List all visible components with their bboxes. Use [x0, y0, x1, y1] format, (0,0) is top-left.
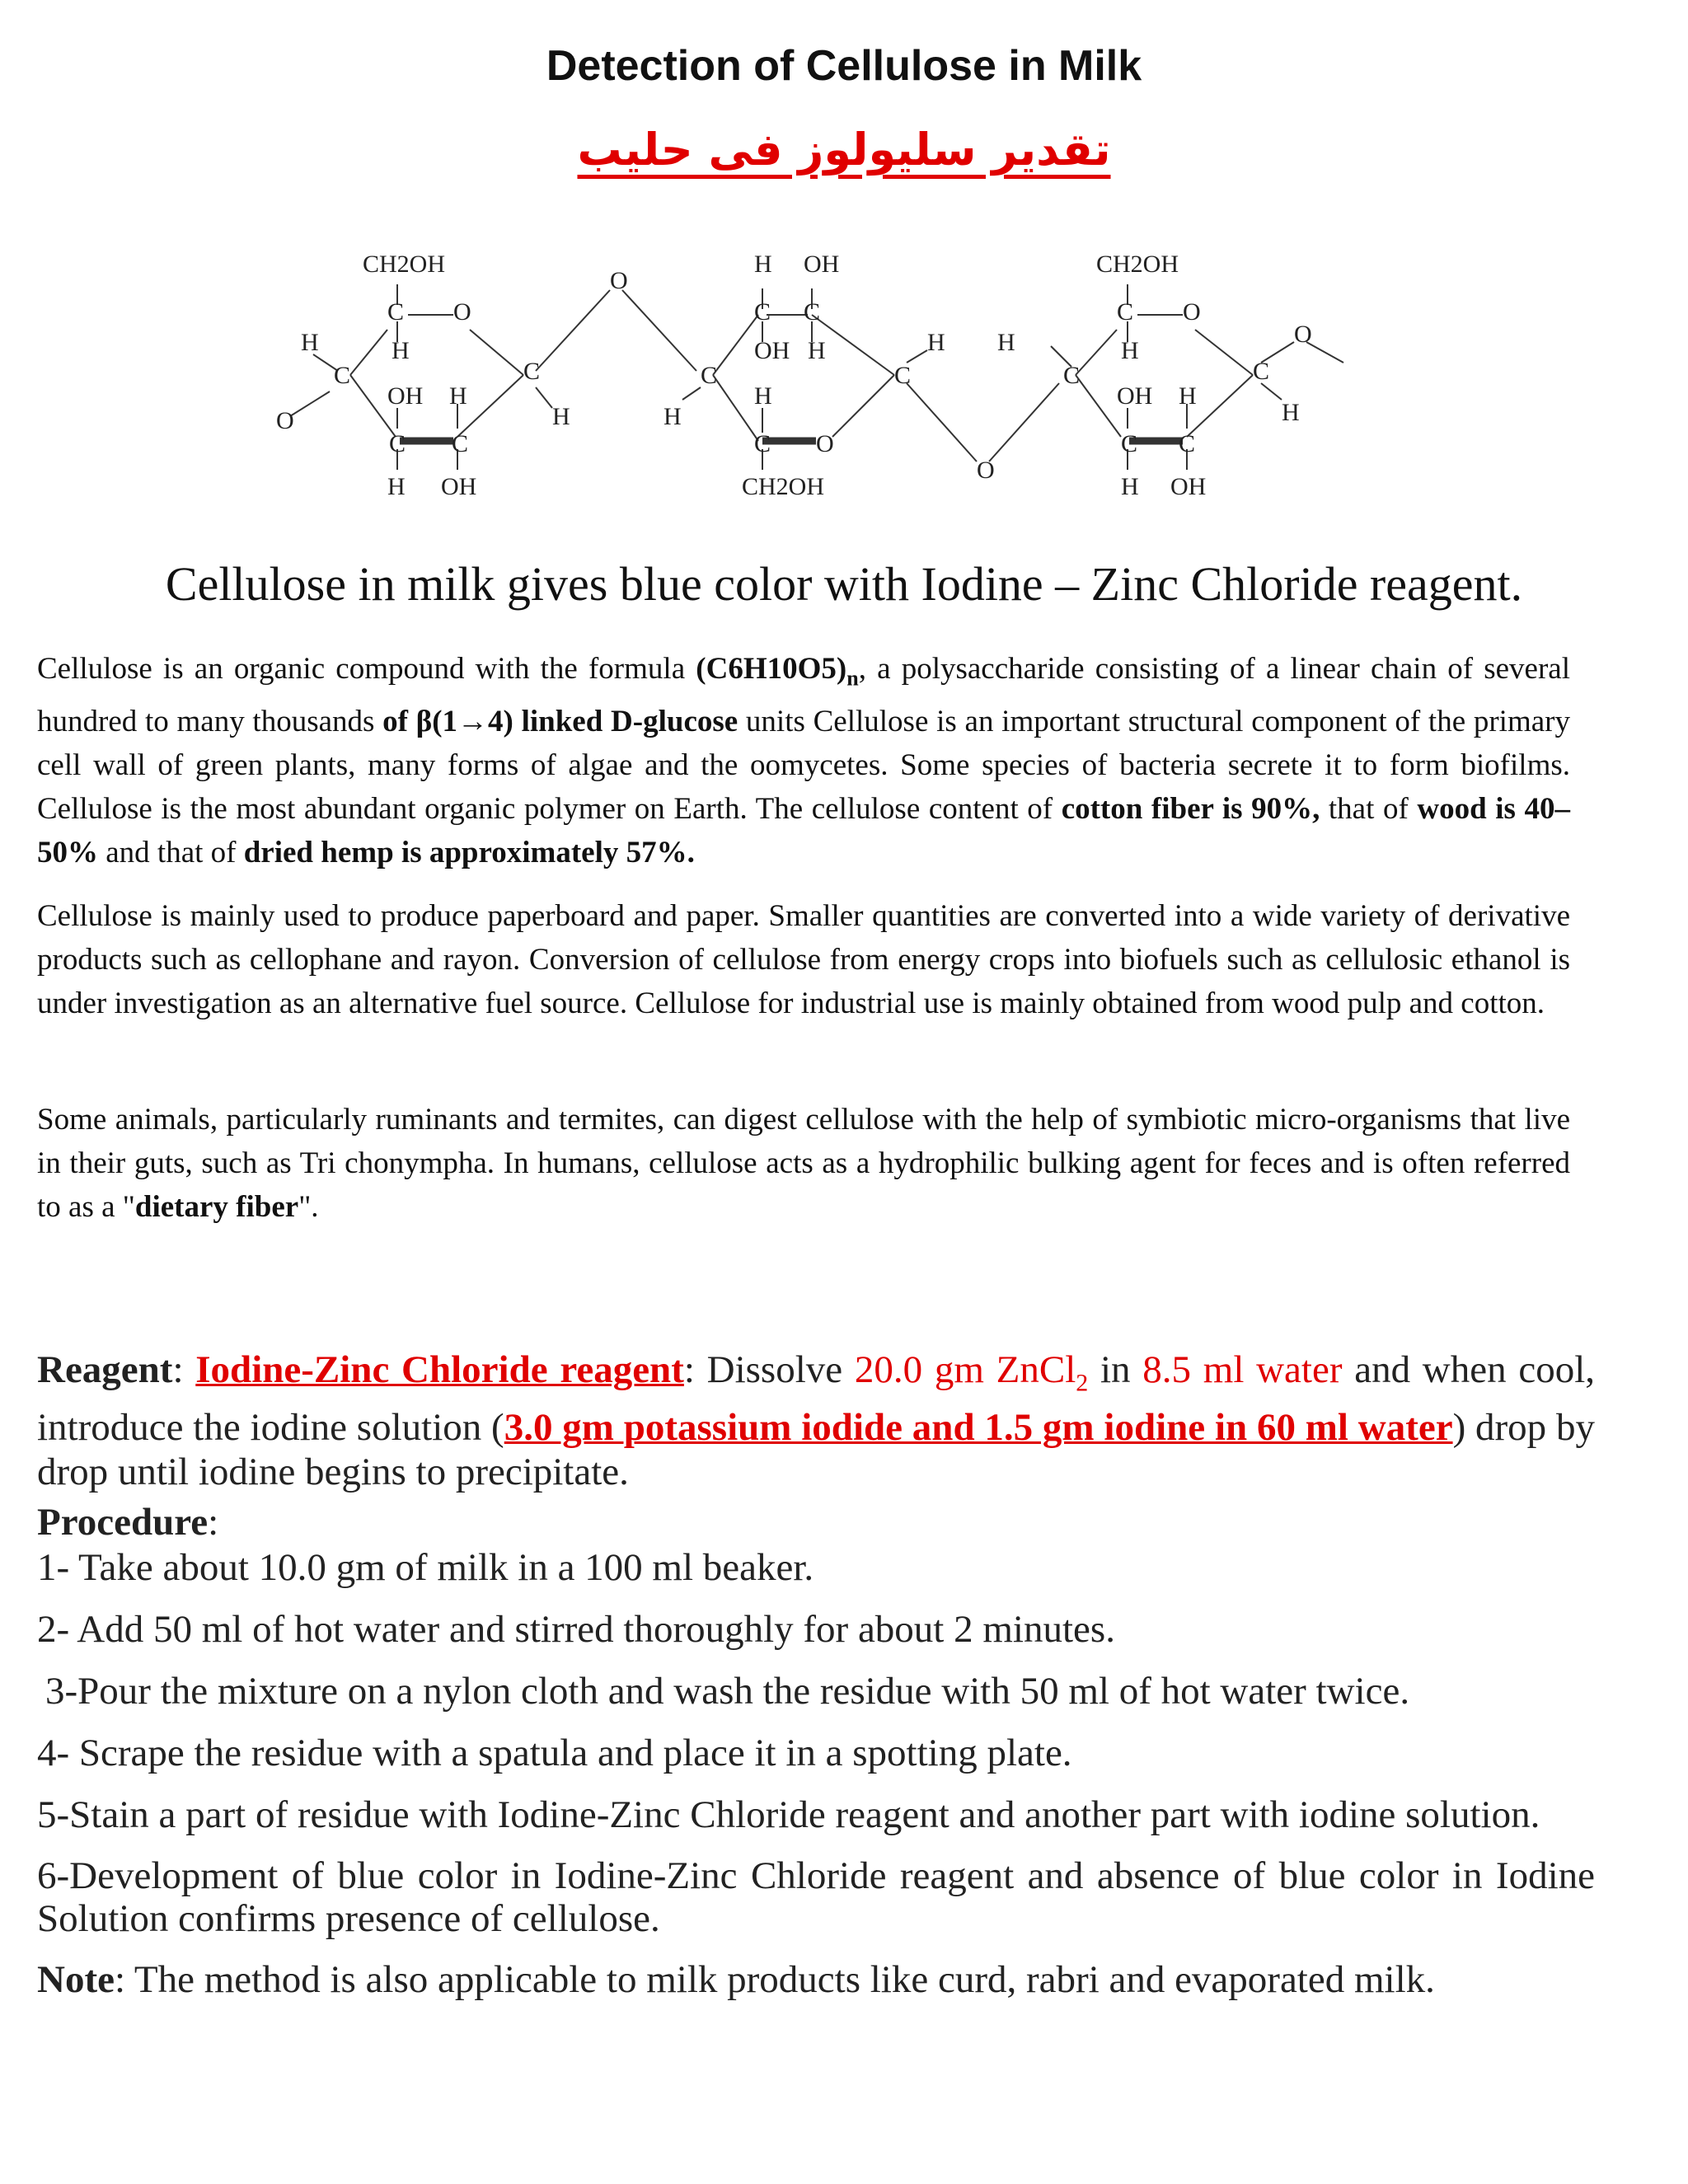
svg-text:OH: OH — [754, 337, 790, 364]
svg-text:H: H — [754, 382, 772, 410]
formula: (C6H10O5) — [696, 652, 847, 686]
arabic-title-text: تقدير سليولوز فى حليب — [577, 124, 1111, 176]
svg-text:C: C — [1253, 358, 1270, 385]
svg-text:H: H — [927, 329, 945, 356]
label-ch2oh-2: CH2OH — [742, 473, 825, 500]
procedure-step-4: 4- Scrape the residue with a spatula and place it in a spotting plate. — [37, 1732, 1072, 1774]
paragraph-uses: Cellulose is mainly used to produce paperboard and paper. Smaller quantities are converted into a wide variety of derivative products such as cellophane and rayon. Conversion of cellulose from energy crops into biofuels such as cellulosic ethanol is under investigation as an alternative fuel source. Cellulose for industrial use is mainly obtained from wood pulp and cotton. — [37, 899, 1570, 1020]
svg-text:C: C — [754, 298, 771, 326]
procedure-step-3: 3-Pour the mixture on a nylon cloth and wash the residue with 50 ml of hot water twice. — [45, 1670, 1410, 1713]
svg-text:H: H — [663, 403, 682, 430]
procedure-step-6: 6-Development of blue color in Iodine-Zinc Chloride reagent and absence of blue color in Iodine Solution confirms presence of cellulose. — [37, 1854, 1595, 1940]
note-label: Note — [37, 1958, 115, 2001]
procedure-step-2: 2- Add 50 ml of hot water and stirred thoroughly for about 2 minutes. — [37, 1608, 1115, 1651]
svg-text:C: C — [523, 358, 541, 385]
svg-text:C: C — [804, 298, 821, 326]
note: Note: The method is also applicable to milk products like curd, rabri and evaporated milk. — [37, 1958, 1435, 2001]
svg-text:O: O — [453, 298, 471, 326]
svg-text:H: H — [449, 382, 467, 410]
paragraph-digestion: Some animals, particularly ruminants and termites, can digest cellulose with the help of symbiotic micro-organisms that live in their guts, such as Tri chonympha. In humans, cellulose acts as a hydrophilic bulking agent for feces and is often referred to as a "dietary fiber". — [37, 1103, 1570, 1224]
procedure-step-5: 5-Stain a part of residue with Iodine-Zinc Chloride reagent and another part with iodine solution. — [37, 1793, 1540, 1836]
svg-text:H: H — [997, 329, 1015, 356]
svg-text:H: H — [1282, 399, 1300, 426]
svg-text:C: C — [334, 362, 351, 389]
svg-text:OH: OH — [1170, 473, 1207, 500]
paragraph-definition: Cellulose is an organic compound with the formula $(C6H10O5)_n$, a polysaccharide consisting of a linear chain of several hundred to many thousands of β(1→4) linked D-glucose units Cellulose is an important structural component of the primary cell wall of green plants, many forms of algae and the oomycetes. Some species of bacteria secrete it to form biofilms. Cellulose is the most abundant organic polymer on Earth. The cellulose content of cotton fiber is 90%, that of wood is 40–50% and that of dried hemp is approximately 57%. — [37, 652, 1570, 870]
cellulose-structure-diagram — [272, 239, 1368, 519]
svg-text:H: H — [301, 329, 319, 356]
svg-text:H: H — [1121, 337, 1139, 364]
svg-text:O: O — [276, 407, 294, 434]
svg-text:C: C — [1117, 298, 1134, 326]
svg-text:H: H — [1179, 382, 1197, 410]
svg-text:C: C — [894, 362, 912, 389]
label-bridge-oxygen-1: O — [610, 267, 628, 294]
procedure-step-1: 1- Take about 10.0 gm of milk in a 100 ml beaker. — [37, 1546, 814, 1589]
svg-text:O: O — [816, 430, 834, 457]
label-ch2oh-3: CH2OH — [1096, 251, 1179, 278]
svg-text:O: O — [1183, 298, 1201, 326]
svg-text:C: C — [452, 430, 469, 457]
reagent-label: Reagent — [37, 1348, 173, 1391]
svg-text:C: C — [1179, 430, 1196, 457]
svg-text:C: C — [1121, 430, 1138, 457]
arabic-title — [0, 124, 1688, 176]
svg-text:C: C — [1063, 362, 1081, 389]
svg-text:C: C — [701, 362, 718, 389]
svg-text:OH: OH — [804, 251, 840, 278]
svg-text:OH: OH — [387, 382, 424, 410]
svg-text:C: C — [754, 430, 771, 457]
svg-text:H: H — [754, 251, 772, 278]
svg-text:H: H — [808, 337, 826, 364]
label-bridge-oxygen-2: O — [977, 457, 995, 484]
structure-atom-labels — [276, 251, 1312, 500]
svg-text:H: H — [552, 403, 570, 430]
svg-text:C: C — [389, 430, 406, 457]
svg-text:H: H — [1121, 473, 1139, 500]
svg-text:H: H — [392, 337, 410, 364]
page-title: Detection of Cellulose in Milk — [546, 42, 1142, 90]
svg-text:H: H — [387, 473, 406, 500]
iodine-solution: 3.0 gm potassium iodide and 1.5 gm iodine in 60 ml water — [504, 1406, 1453, 1450]
reagent-name: Iodine-Zinc Chloride reagent — [195, 1348, 684, 1391]
svg-text:OH: OH — [441, 473, 477, 500]
svg-text:C: C — [387, 298, 405, 326]
reagent-section: Reagent: Iodine-Zinc Chloride reagent: Dissolve 20.0 gm ZnCl$_2$ in 8.5 ml water and when cool, introduce the iodine solution (3.0 gm potassium iodide and 1.5 gm iodine in 60 ml water) drop by drop until iodine begins to precipitate. — [37, 1348, 1595, 1494]
label-ch2oh-1: CH2OH — [363, 251, 446, 278]
svg-text:O: O — [1294, 321, 1312, 348]
diagram-caption: Cellulose in milk gives blue color with Iodine – Zinc Chloride reagent. — [165, 557, 1523, 611]
procedure-heading: Procedure: — [37, 1501, 219, 1544]
svg-text:OH: OH — [1117, 382, 1153, 410]
